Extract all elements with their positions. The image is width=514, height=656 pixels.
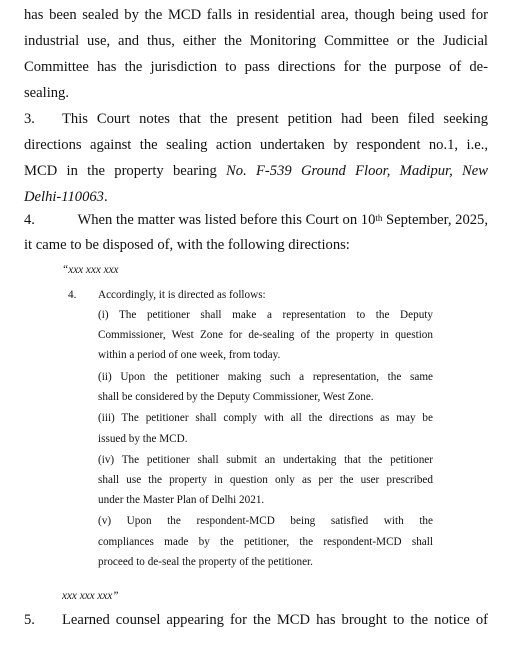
quote-close: xxx xxx xxx”	[62, 590, 119, 602]
quote-line: (iv) The petitioner shall submit an undertaking that the petitioner	[98, 454, 433, 466]
paragraph-number: 4.	[24, 212, 35, 228]
quote-line: (ii) Upon the petitioner making such a representation, the same	[98, 371, 433, 383]
quote-line: compliances made by the petitioner, the respondent-MCD shall	[98, 536, 433, 548]
body-text: MCD in the property bearing	[24, 163, 227, 179]
paragraph-4-first-line	[24, 211, 488, 229]
paragraph-number: 3.	[24, 111, 35, 127]
paragraph-number: 5.	[24, 612, 35, 628]
superscript: th	[375, 213, 383, 223]
quote-line: Commissioner, West Zone for de-sealing of the property in question	[98, 329, 433, 341]
body-line-with-address	[24, 162, 488, 180]
quote-line: shall be considered by the Deputy Commissioner, West Zone.	[98, 391, 374, 403]
body-line: This Court notes that the present petition had been filed seeking	[62, 111, 488, 127]
body-line: industrial use, and thus, either the Monitoring Committee or the Judicial	[24, 33, 488, 49]
body-text: September, 2025,	[382, 212, 488, 228]
paragraph-5-first-line	[24, 611, 488, 629]
property-address-pin: Delhi-110063	[24, 189, 104, 205]
body-text: .	[103, 189, 108, 205]
body-line: directions against the sealing action undertaken by respondent no.1, i.e.,	[24, 137, 488, 153]
quote-item-intro: Accordingly, it is directed as follows:	[98, 289, 266, 301]
quote-line: shall use the property in question only as per the user prescribed	[98, 474, 433, 486]
property-address: No. F-539 Ground Floor, Madipur, New	[226, 163, 488, 179]
body-line	[24, 188, 488, 206]
quote-item-number: 4.	[68, 289, 77, 301]
quote-line: issued by the MCD.	[98, 433, 188, 445]
body-line	[62, 211, 488, 229]
quote-line: (iii) The petitioner shall comply with all the directions as may be	[98, 412, 433, 424]
quote-line: proceed to de-seal the property of the petitioner.	[98, 556, 313, 568]
body-line: has been sealed by the MCD falls in residential area, though being used for	[24, 7, 488, 23]
quote-line: (i) The petitioner shall make a representation to the Deputy	[98, 309, 433, 321]
body-line: it came to be disposed of, with the following directions:	[24, 237, 350, 253]
quote-line: (v) Upon the respondent-MCD being satisfied with the	[98, 515, 433, 527]
paragraph-3-first-line	[24, 110, 488, 128]
body-line: sealing.	[24, 85, 69, 101]
body-line: Learned counsel appearing for the MCD has brought to the notice of	[62, 612, 488, 628]
body-line: Committee has the jurisdiction to pass directions for the purpose of de-	[24, 59, 488, 75]
quote-line: under the Master Plan of Delhi 2021.	[98, 494, 265, 506]
body-text: When the matter was listed before this Court on 10	[77, 212, 376, 228]
quote-line: within a period of one week, from today.	[98, 349, 281, 361]
quote-open: “xxx xxx xxx	[62, 264, 119, 276]
